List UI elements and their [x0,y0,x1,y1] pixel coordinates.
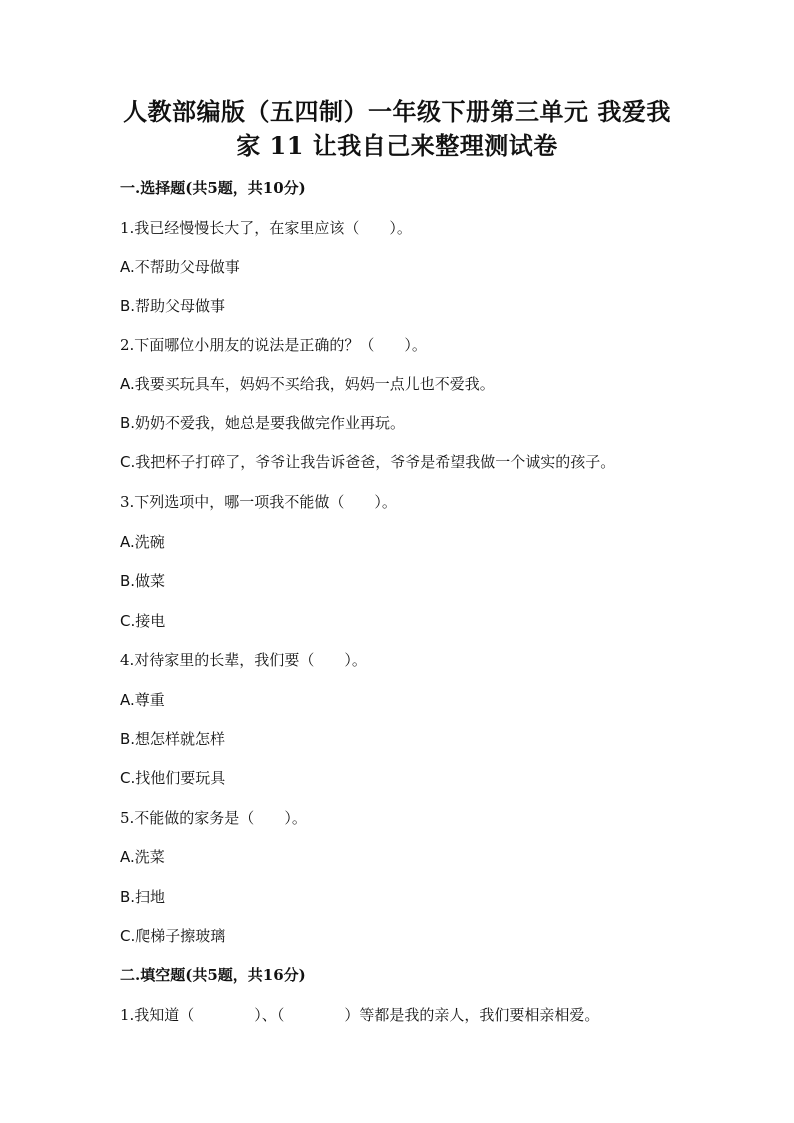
option-2c: C.我把杯子打碎了，爷爷让我告诉爸爸，爷爷是希望我做一个诚实的孩子。 [120,453,616,471]
option-5a: A.洗菜 [120,848,165,866]
option-2b: B.奶奶不爱我，她总是要我做完作业再玩。 [120,414,406,432]
page-title-line-2: 家 11 让我自己来整理测试卷 [236,131,558,160]
section-heading-fill: 二.填空题(共5题，共16分) [120,966,306,984]
option-3b: B.做菜 [120,572,166,590]
option-5b: B.扫地 [120,888,166,906]
option-4a: A.尊重 [120,691,165,709]
fill-question-1: 1.我知道（ ）、（ ）等都是我的亲人，我们要相亲相爱。 [120,1006,600,1024]
option-1a: A.不帮助父母做事 [120,258,240,276]
option-4c: C.找他们要玩具 [120,769,226,787]
question-1: 1.我已经慢慢长大了，在家里应该（ ）。 [120,219,412,237]
page-title-line-1: 人教部编版（五四制）一年级下册第三单元 我爱我 [123,97,671,126]
question-3: 3.下列选项中，哪一项我不能做（ ）。 [120,493,397,511]
option-3a: A.洗碗 [120,533,165,551]
option-1b: B.帮助父母做事 [120,297,226,315]
option-4b: B.想怎样就怎样 [120,730,226,748]
option-3c: C.接电 [120,612,166,630]
question-5: 5.不能做的家务是（ ）。 [120,809,307,827]
option-5c: C.爬梯子擦玻璃 [120,927,226,945]
question-4: 4.对待家里的长辈，我们要（ ）。 [120,651,367,669]
question-2: 2.下面哪位小朋友的说法是正确的？（ ）。 [120,336,427,354]
option-2a: A.我要买玩具车，妈妈不买给我，妈妈一点儿也不爱我。 [120,375,495,393]
section-heading-choice: 一.选择题(共5题，共10分) [120,179,306,197]
